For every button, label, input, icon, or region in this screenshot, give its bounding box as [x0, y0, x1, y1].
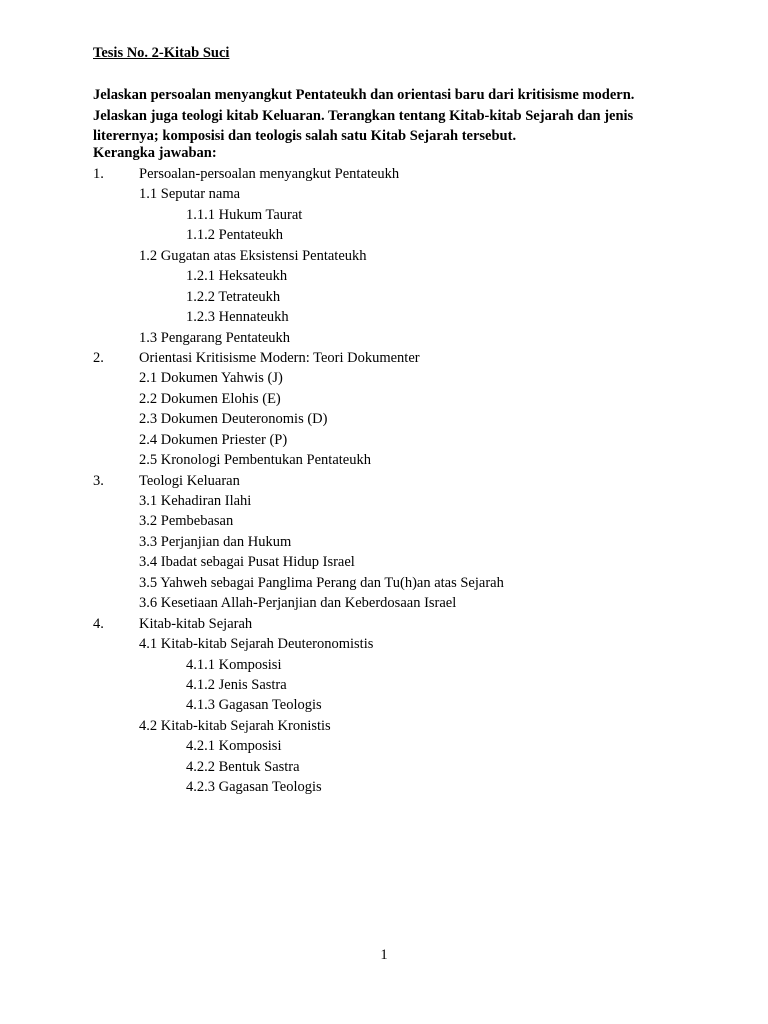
outline-item-level2	[0, 573, 768, 593]
outline-item-level2	[0, 552, 768, 572]
outline-text: 1.1 Seputar nama	[139, 186, 241, 203]
outline-text: 3.3 Perjanjian dan Hukum	[139, 533, 292, 550]
outline-number: 2.	[93, 349, 104, 366]
outline-item-level2	[0, 184, 768, 204]
outline-item-level3	[0, 675, 768, 695]
outline-text: 1.2.2 Tetrateukh	[186, 288, 281, 305]
outline-item-level2	[0, 328, 768, 348]
outline-text: 4.2 Kitab-kitab Sejarah Kronistis	[139, 717, 331, 734]
answer-outline	[0, 164, 768, 798]
question-line: Jelaskan persoalan menyangkut Pentateukh dan orientasi baru dari kritisisme modern.	[93, 87, 635, 103]
outline-item-level2	[0, 532, 768, 552]
outline-item-level2	[0, 246, 768, 266]
outline-item-level2	[0, 430, 768, 450]
outline-item-level3	[0, 205, 768, 225]
outline-text: 2.4 Dokumen Priester (P)	[139, 431, 288, 448]
outline-text: 4.1 Kitab-kitab Sejarah Deuteronomistis	[139, 636, 374, 653]
outline-item-level2	[0, 593, 768, 613]
outline-text: 1.2.1 Heksateukh	[186, 268, 288, 285]
page-number: 1	[380, 947, 388, 963]
outline-item-level1	[0, 348, 768, 368]
outline-item-level3	[0, 307, 768, 327]
outline-item-level2	[0, 511, 768, 531]
outline-text: Kitab-kitab Sejarah	[139, 615, 253, 632]
outline-item-level2	[0, 491, 768, 511]
question-line: Jelaskan juga teologi kitab Keluaran. Terangkan tentang Kitab-kitab Sejarah dan jenis	[93, 107, 634, 124]
outline-item-level2	[0, 450, 768, 470]
outline-item-level3	[0, 655, 768, 675]
outline-text: 4.1.3 Gagasan Teologis	[186, 697, 322, 714]
outline-text: 1.2 Gugatan atas Eksistensi Pentateukh	[139, 247, 367, 264]
outline-text: 3.1 Kehadiran Ilahi	[139, 493, 252, 509]
outline-item-level2	[0, 634, 768, 654]
outline-item-level3	[0, 695, 768, 715]
outline-text: Teologi Keluaran	[139, 472, 240, 489]
question-line: literernya; komposisi dan teologis salah satu Kitab Sejarah tersebut.	[93, 128, 517, 144]
outline-item-level2	[0, 716, 768, 736]
outline-item-level1	[0, 164, 768, 184]
outline-text: 4.1.2 Jenis Sastra	[186, 676, 287, 693]
outline-text: 3.4 Ibadat sebagai Pusat Hidup Israel	[139, 554, 355, 571]
outline-text: 1.3 Pengarang Pentateukh	[139, 329, 291, 346]
framework-heading: Kerangka jawaban:	[93, 145, 217, 161]
outline-text: 3.2 Pembebasan	[139, 513, 234, 530]
outline-text: 3.6 Kesetiaan Allah-Perjanjian dan Keberdosaan Israel	[139, 595, 457, 612]
thesis-question	[93, 85, 693, 147]
outline-item-level3	[0, 266, 768, 286]
outline-item-level3	[0, 287, 768, 307]
outline-number: 3.	[93, 472, 104, 489]
outline-item-level2	[0, 409, 768, 429]
outline-number: 4.	[93, 615, 104, 632]
document-title: Tesis No. 2-Kitab Suci	[93, 45, 230, 61]
outline-text: 1.1.1 Hukum Taurat	[186, 206, 303, 223]
outline-text: 1.1.2 Pentateukh	[186, 227, 284, 244]
outline-item-level2	[0, 368, 768, 388]
outline-text: 2.2 Dokumen Elohis (E)	[139, 390, 281, 407]
outline-item-level3	[0, 225, 768, 245]
outline-text: 2.5 Kronologi Pembentukan Pentateukh	[139, 452, 371, 469]
outline-text: 1.2.3 Hennateukh	[186, 309, 289, 326]
outline-item-level3	[0, 757, 768, 777]
outline-item-level3	[0, 777, 768, 797]
outline-item-level2	[0, 389, 768, 409]
outline-item-level1	[0, 471, 768, 491]
outline-text: 2.3 Dokumen Deuteronomis (D)	[139, 411, 328, 428]
outline-text: 3.5 Yahweh sebagai Panglima Perang dan Tu(h)an atas Sejarah	[139, 574, 504, 591]
outline-text: 4.2.1 Komposisi	[186, 738, 282, 755]
outline-text: 4.2.2 Bentuk Sastra	[186, 758, 300, 775]
outline-item-level3	[0, 736, 768, 756]
outline-number: 1.	[93, 166, 104, 182]
outline-item-level1	[0, 614, 768, 634]
outline-text: Orientasi Kritisisme Modern: Teori Dokumenter	[139, 349, 420, 366]
outline-text: 4.1.1 Komposisi	[186, 656, 282, 673]
outline-text: 2.1 Dokumen Yahwis (J)	[139, 370, 283, 387]
outline-text: Persoalan-persoalan menyangkut Pentateukh	[139, 166, 400, 182]
outline-text: 4.2.3 Gagasan Teologis	[186, 779, 322, 796]
